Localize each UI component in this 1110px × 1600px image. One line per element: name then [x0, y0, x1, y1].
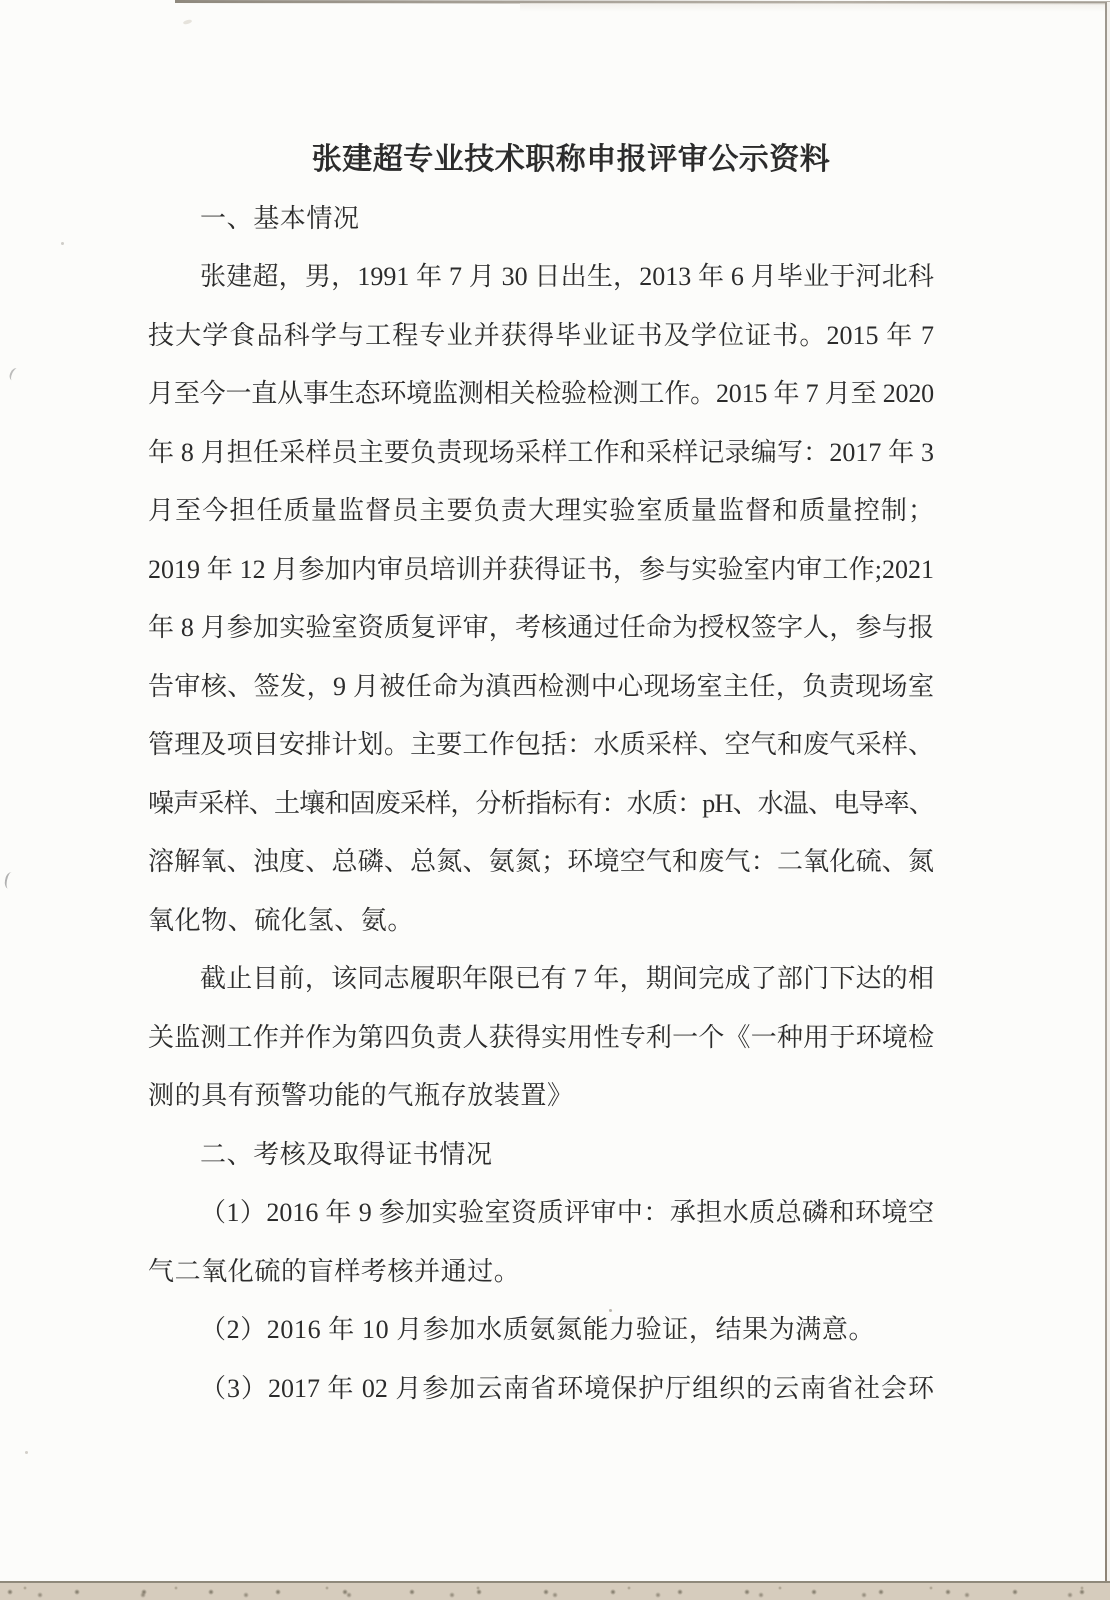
text-line: 截止目前，该同志履职年限已有 7 年，期间完成了部门下达的相 [200, 964, 934, 993]
text-line: 关监测工作并作为第四负责人获得实用性专利一个《一种用于环境检 [148, 1022, 934, 1052]
text-line: 氧化物、硫化氢、氨。 [148, 905, 415, 935]
scan-right-edge-line [1105, 2, 1107, 1585]
text-line: 月至今一直从事生态环境监测相关检验检测工作。2015 年 7 月至 2020 [148, 379, 935, 408]
scan-speckle [61, 242, 64, 245]
text-line: 年 8 月参加实验室资质复评审，考核通过任命为授权签字人，参与报 [148, 613, 934, 642]
text-line: 技大学食品科学与工程专业并获得毕业证书及学位证书。2015 年 7 [148, 320, 934, 350]
text-line: 噪声采样、土壤和固废采样，分析指标有：水质：pH、水温、电导率、 [148, 788, 934, 818]
text-line: （3）2017 年 02 月参加云南省环境保护厅组织的云南省社会环 [200, 1373, 934, 1403]
text-line: 二、考核及取得证书情况 [200, 1139, 493, 1169]
document-body [148, 0, 934, 1418]
text-line: （2）2016 年 10 月参加水质氨氮能力验证，结果为满意。 [200, 1315, 876, 1344]
scan-speckle [8, 367, 22, 383]
text-line: 气二氧化硫的盲样考核并通过。 [148, 1256, 521, 1286]
scan-speckle [3, 871, 16, 890]
text-line: 年 8 月担任采样员主要负责现场采样工作和采样记录编写：2017 年 3 [148, 437, 934, 467]
text-line: 测的具有预警功能的气瓶存放装置》 [148, 1081, 574, 1110]
text-line: 张建超，男，1991 年 7 月 30 日出生，2013 年 6 月毕业于河北科 [200, 262, 934, 291]
scan-bottom-strip [0, 1581, 1110, 1600]
text-line: 月至今担任质量监督员主要负责大理实验室质量监督和质量控制； [148, 496, 934, 525]
document-title: 张建超专业技术职称申报评审公示资料 [311, 142, 831, 177]
text-line: 2019 年 12 月参加内审员培训并获得证书，参与实验室内审工作;2021 [148, 554, 934, 584]
text-line: 一、基本情况 [200, 203, 360, 233]
text-line: 管理及项目安排计划。主要工作包括：水质采样、空气和废气采样、 [148, 730, 934, 759]
text-line: 溶解氧、浊度、总磷、总氮、氨氮；环境空气和废气：二氧化硫、氮 [148, 847, 934, 876]
document-lines [148, 190, 934, 1419]
scan-speckle [25, 1451, 28, 1454]
text-line: 告审核、签发，9 月被任命为滇西检测中心现场室主任，负责现场室 [148, 671, 934, 701]
text-line: （1）2016 年 9 参加实验室资质评审中：承担水质总磷和环境空 [200, 1198, 934, 1227]
